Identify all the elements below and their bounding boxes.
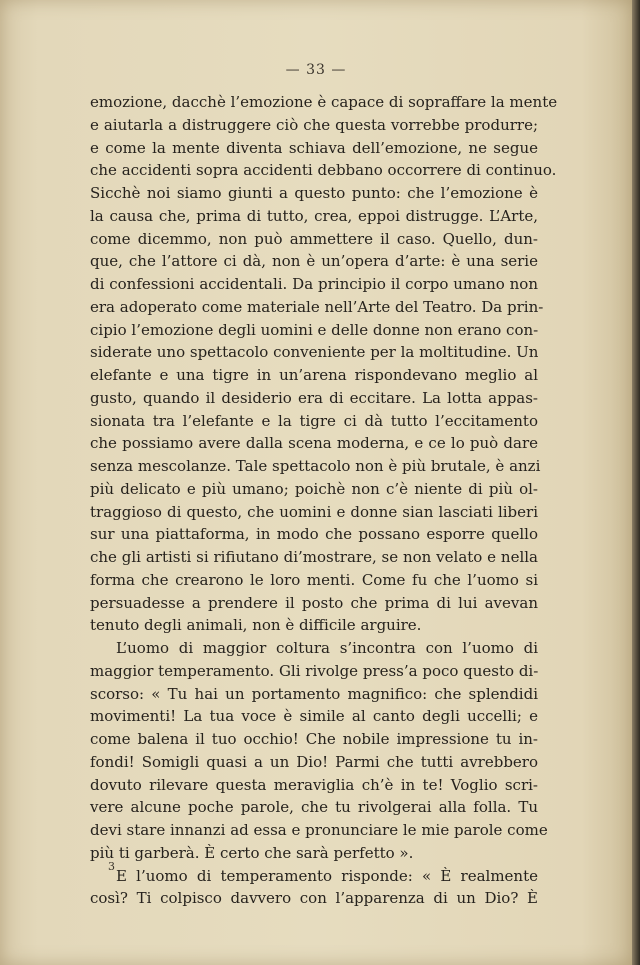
page-number: — 33 — bbox=[285, 62, 347, 78]
text-line: fondi! Somigli quasi a un Dio! Parmi che tutti avrebbero bbox=[90, 752, 538, 771]
text-line: scorso: « Tu hai un portamento magnifico: che splendidi bbox=[90, 684, 538, 703]
text-line: la causa che, prima di tutto, crea, eppoi distrugge. L’Arte, bbox=[90, 206, 538, 225]
text-line: che accidenti sopra accidenti debbano occorrere di continuo. bbox=[90, 161, 557, 180]
text-line: come balena il tuo occhio! Che nobile impressione tu in- bbox=[90, 730, 538, 748]
text-line: e come la mente diventa schiava dell’emozione, ne segue bbox=[90, 138, 538, 157]
text-line: forma che crearono le loro menti. Come fu che l’uomo si bbox=[90, 570, 538, 589]
text-line: movimenti! La tua voce è simile al canto degli uccelli; e bbox=[90, 707, 538, 726]
text-line: di confessioni accidentali. Da principio il corpo umano non bbox=[90, 275, 538, 293]
text-line: tenuto degli animali, non è difficile arguire. bbox=[90, 616, 422, 635]
text-line: E l’uomo di temperamento risponde: « È realmente bbox=[116, 866, 538, 885]
text-line: così? Ti colpisco davvero con l’apparenza di un Dio? È bbox=[90, 889, 538, 908]
text-line: senza mescolanze. Tale spettacolo non è più brutale, è anzi bbox=[90, 457, 541, 475]
text-line: gusto, quando il desiderio era di eccitare. La lotta appas- bbox=[90, 388, 538, 407]
text-line: maggior temperamento. Gli rivolge press’a poco questo di- bbox=[90, 661, 539, 680]
text-line: devi stare innanzi ad essa e pronunciare le mie parole come bbox=[90, 821, 548, 839]
text-line: elefante e una tigre in un’arena rispondevano meglio al bbox=[90, 366, 538, 384]
text-line: emozione, dacchè l’emozione è capace di sopraffare la mente bbox=[90, 93, 558, 111]
text-line: più ti garberà. È certo che sarà perfetto ». bbox=[90, 843, 414, 862]
text-line: siderate uno spettacolo conveniente per la moltitudine. Un bbox=[90, 343, 539, 362]
text-line: che possiamo avere dalla scena moderna, e ce lo può dare bbox=[90, 434, 538, 453]
text-line: que, che l’attore ci dà, non è un’opera d’arte: è una serie bbox=[90, 252, 538, 271]
text-line: più delicato e più umano; poichè non c’è niente di più ol- bbox=[90, 479, 538, 498]
text-line: vere alcune poche parole, che tu rivolgerai alla folla. Tu bbox=[90, 798, 538, 817]
text-line: sur una piattaforma, in modo che possano esporre quello bbox=[90, 525, 538, 544]
text-line: e aiutarla a distruggere ciò che questa vorrebbe produrre; bbox=[90, 115, 538, 134]
text-line: cipio l’emozione degli uomini e delle donne non erano con- bbox=[90, 320, 539, 339]
text-line: che gli artisti si rifiutano di’mostrare, se non velato e nella bbox=[90, 548, 538, 566]
page-edge bbox=[632, 0, 640, 965]
text-line: L’uomo di maggior coltura s’incontra con l’uomo di bbox=[116, 639, 538, 657]
text-line: Sicchè noi siamo giunti a questo punto: che l’emozione è bbox=[90, 184, 538, 202]
text-line: dovuto rilevare questa meraviglia ch’è in te! Voglio scri- bbox=[90, 775, 538, 794]
text-line: persuadesse a prendere il posto che prima di lui avevan bbox=[90, 593, 538, 612]
text-line: sionata tra l’elefante e la tigre ci dà tutto l’eccitamento bbox=[90, 411, 538, 430]
text-line: traggioso di questo, che uomini e donne sian lasciati liberi bbox=[90, 502, 538, 521]
text-line: come dicemmo, non può ammettere il caso. Quello, dun- bbox=[90, 229, 538, 248]
signature-mark: 3 bbox=[108, 860, 115, 873]
text-line: era adoperato come materiale nell’Arte del Teatro. Da prin- bbox=[90, 297, 544, 316]
body-text bbox=[90, 91, 558, 910]
